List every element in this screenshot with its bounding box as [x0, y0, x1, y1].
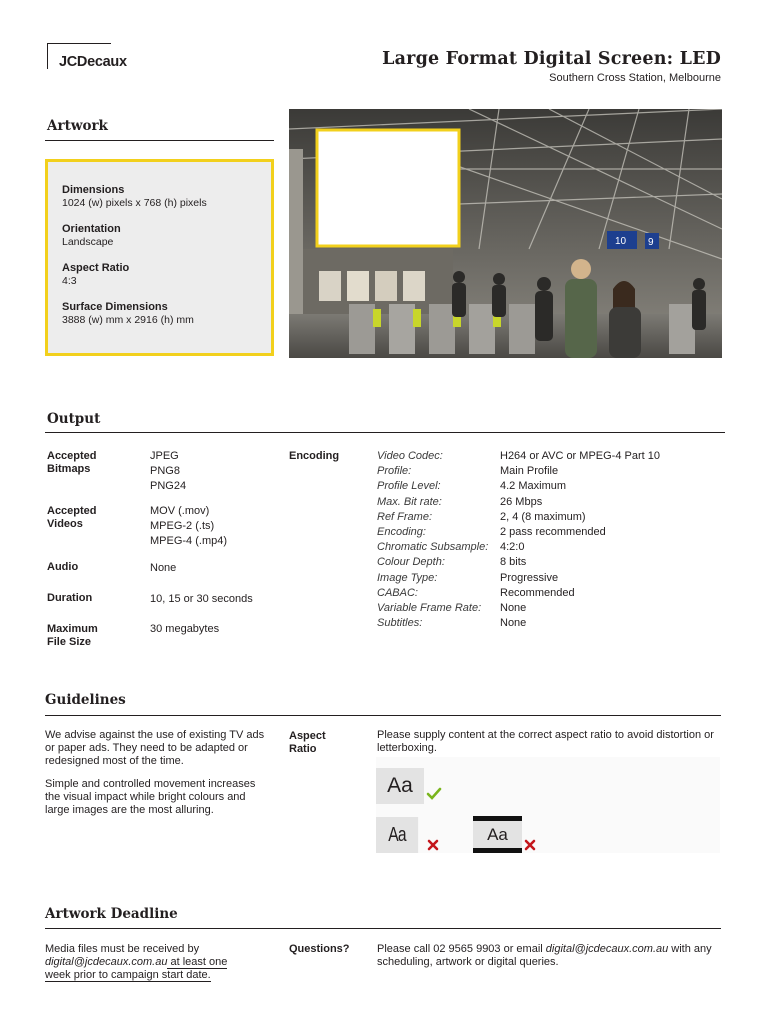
questions-text: [377, 943, 722, 969]
sample-correct: Aa: [376, 768, 424, 804]
encoding-key: Image Type:: [377, 571, 438, 584]
max-file-size-label: Maximum File Size: [47, 623, 98, 648]
deadline-divider: [45, 928, 721, 929]
video-format: MPEG-4 (.mp4): [150, 535, 228, 548]
aspect-ratio-text: Please supply content at the correct aspect ratio to avoid distortion or letterboxing.: [377, 729, 714, 755]
guidelines-paragraph: Simple and controlled movement increases the visual impact while bright colours and large images are the most alluring.: [45, 778, 256, 817]
spec-label: Aspect Ratio: [62, 262, 130, 274]
led-screen-panel: [317, 130, 459, 246]
spec-dimensions: [62, 183, 257, 210]
artwork-specs-box: [45, 159, 274, 356]
encoding-row: [377, 464, 727, 479]
spec-surface-dimensions: [62, 300, 257, 327]
questions-label: Questions?: [289, 943, 350, 955]
video-format: MPEG-2 (.ts): [150, 520, 215, 533]
platform-sign-text: 10: [615, 236, 627, 247]
audio-label: Audio: [47, 561, 79, 573]
encoding-row: [377, 601, 727, 616]
encoding-key: Variable Frame Rate:: [377, 601, 482, 614]
encoding-key: Chromatic Subsample:: [377, 541, 489, 554]
spec-value: 3888 (w) mm x 2916 (h) mm: [62, 314, 194, 326]
accepted-bitmaps-label: Accepted Bitmaps: [47, 450, 97, 475]
encoding-key: Max. Bit rate:: [377, 495, 442, 508]
encoding-row: [377, 449, 727, 464]
guidelines-paragraph: We advise against the use of existing TV ads or paper ads. They need to be adapted or redesigned most of the time.: [45, 729, 265, 768]
guidelines-heading: Guidelines: [45, 692, 126, 708]
encoding-key: Colour Depth:: [377, 556, 445, 569]
accepted-bitmaps-list: [150, 449, 186, 495]
encoding-value: Recommended: [500, 586, 575, 599]
encoding-key: Video Codec:: [377, 450, 443, 462]
spec-value: 1024 (w) pixels x 768 (h) pixels: [62, 197, 207, 209]
encoding-value: None: [500, 617, 527, 630]
audio-value: None: [150, 562, 177, 574]
deadline-email-link[interactable]: digital@jcdecaux.com.au: [45, 956, 168, 969]
encoding-value: H264 or AVC or MPEG-4 Part 10: [500, 450, 660, 462]
sample-letterboxed: Aa: [473, 816, 522, 853]
output-divider: [45, 432, 725, 433]
gate-light: [413, 309, 421, 327]
duration-label: Duration: [47, 592, 93, 604]
encoding-table: [377, 449, 727, 631]
spec-value: Landscape: [62, 236, 114, 248]
questions-email-link[interactable]: digital@jcdecaux.com.au: [545, 943, 669, 955]
spec-value: 4:3: [62, 275, 77, 287]
spec-label: Dimensions: [62, 184, 125, 196]
spec-orientation: [62, 222, 257, 249]
duration-value: 10, 15 or 30 seconds: [150, 593, 253, 605]
page-subtitle: Southern Cross Station, Melbourne: [549, 72, 721, 84]
aspect-ratio-label: Aspect Ratio: [289, 730, 326, 755]
encoding-value: 8 bits: [500, 556, 527, 569]
encoding-row: [377, 479, 727, 494]
encoding-row: [377, 495, 727, 510]
sample-distorted: Aa: [376, 817, 418, 853]
deadline-text: [45, 943, 270, 983]
station-photo: [289, 109, 722, 358]
encoding-row: [377, 571, 727, 586]
artwork-heading: Artwork: [47, 118, 108, 134]
encoding-key: Encoding:: [377, 525, 426, 538]
deadline-line: [45, 969, 270, 982]
encoding-value: 2 pass recommended: [500, 525, 606, 538]
deadline-emphasis: at least one: [167, 956, 228, 969]
encoding-key: Profile Level:: [377, 480, 441, 493]
deadline-line: [45, 956, 270, 969]
encoding-key: Ref Frame:: [377, 510, 433, 523]
video-format: MOV (.mov): [150, 505, 210, 517]
artwork-divider: [45, 140, 274, 141]
deadline-line: Media files must be received by: [45, 943, 200, 955]
platform-sign-text: 9: [648, 237, 654, 248]
deadline-emphasis: week prior to campaign start date.: [45, 969, 211, 982]
deadline-heading: Artwork Deadline: [45, 906, 178, 922]
guidelines-divider: [45, 715, 721, 716]
encoding-value: 26 Mbps: [500, 495, 543, 508]
encoding-value: 2, 4 (8 maximum): [500, 510, 586, 523]
encoding-value: Main Profile: [500, 465, 559, 478]
encoding-row: [377, 616, 727, 631]
max-file-size-value: 30 megabytes: [150, 623, 220, 635]
encoding-value: Progressive: [500, 571, 559, 584]
spec-label: Surface Dimensions: [62, 301, 168, 313]
accepted-videos-label: Accepted Videos: [47, 505, 97, 530]
encoding-key: CABAC:: [377, 586, 418, 599]
encoding-key: Subtitles:: [377, 617, 423, 630]
encoding-row: [377, 510, 727, 525]
cross-icon: [427, 839, 439, 851]
encoding-row: [377, 525, 727, 540]
spec-aspect-ratio: [62, 261, 257, 288]
encoding-label: Encoding: [289, 450, 340, 462]
bitmap-format: PNG24: [150, 480, 187, 493]
encoding-value: None: [500, 601, 527, 614]
spec-label: Orientation: [62, 223, 121, 235]
encoding-row: [377, 540, 727, 555]
output-heading: Output: [47, 411, 101, 427]
bitmap-format: JPEG: [150, 450, 179, 462]
cross-icon: [524, 839, 536, 851]
encoding-key: Profile:: [377, 465, 412, 478]
jcdecaux-logo: JCDecaux: [59, 54, 127, 70]
encoding-value: 4:2:0: [500, 541, 525, 554]
questions-text-post: with any scheduling, artwork or digital queries.: [377, 943, 712, 969]
questions-text-pre: Please call 02 9565 9903 or email: [377, 943, 546, 955]
bitmap-format: PNG8: [150, 465, 180, 478]
encoding-value: 4.2 Maximum: [500, 480, 567, 493]
encoding-row: [377, 555, 727, 570]
accepted-videos-list: [150, 504, 227, 550]
station-scene: [289, 109, 722, 358]
gate-light: [373, 309, 381, 327]
encoding-row: [377, 586, 727, 601]
page-title: Large Format Digital Screen: LED: [382, 49, 721, 69]
checkmark-icon: [426, 787, 442, 801]
